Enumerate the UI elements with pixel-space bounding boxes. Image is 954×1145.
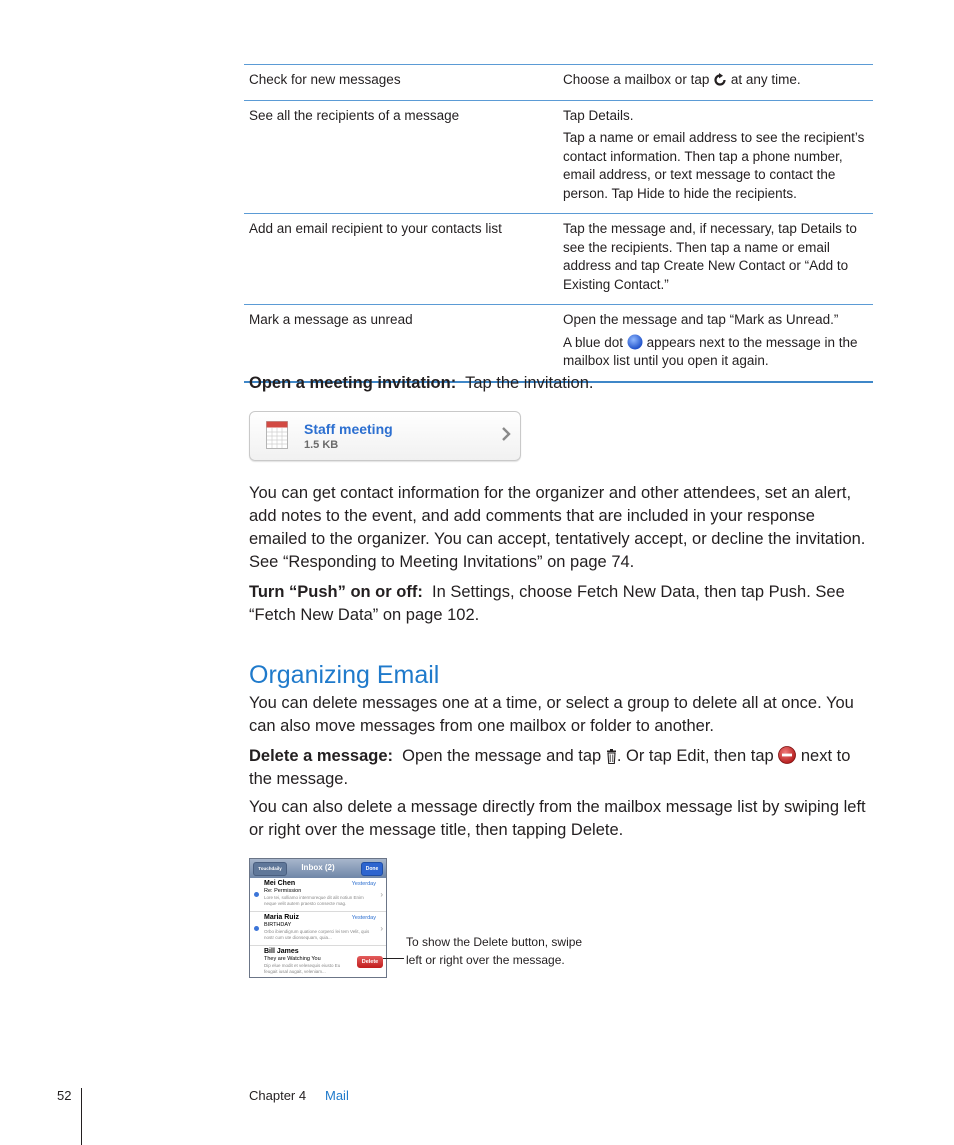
trash-icon	[606, 749, 617, 764]
delete-circle-icon	[778, 746, 796, 764]
table-row	[244, 101, 873, 215]
callout-text	[406, 934, 591, 969]
table-action: Check for new messages	[249, 72, 401, 87]
message-date: Yesterday	[351, 915, 376, 921]
message-subject: They are Watching You	[264, 956, 321, 962]
description-text: Tap a name or email address to see the recipient’s contact information. Then tap a phone number, email address, or text message to contact the person. Tap Hide to hide the recipients.	[563, 130, 865, 201]
list-item[interactable]	[250, 878, 386, 912]
chapter-label: Chapter 4	[249, 1088, 307, 1103]
back-button[interactable]: Touchdaily	[253, 862, 287, 876]
chevron-right-icon: ›	[380, 924, 383, 933]
table-description	[563, 311, 873, 374]
chapter-name: Mail	[325, 1088, 349, 1103]
delete-text: . Or tap Edit, then tap	[616, 747, 774, 765]
section-title: Organizing Email	[249, 661, 440, 689]
message-sender: Mei Chen	[264, 880, 296, 887]
page-number: 52	[57, 1088, 72, 1103]
table-description	[563, 220, 873, 297]
delete-lead: Delete a message:	[249, 747, 393, 765]
description-text: at any time.	[730, 72, 801, 87]
meeting-lead: Open a meeting invitation:	[249, 374, 457, 392]
table-row	[244, 65, 873, 101]
blue-dot-icon	[627, 334, 643, 350]
callout-label: To show the Delete button, swipe left or right over the message.	[406, 935, 583, 967]
meeting-title: Staff meeting	[304, 421, 393, 437]
table-row	[244, 214, 873, 305]
refresh-icon	[713, 73, 727, 87]
inbox-nav-bar	[250, 859, 386, 878]
description-text: Open the message and tap “Mark as Unread.”	[563, 312, 839, 327]
meeting-invitation-card[interactable]	[249, 411, 521, 461]
message-subject: Re: Permission	[264, 888, 302, 894]
footer-divider	[81, 1088, 82, 1145]
delete-text: next to the message.	[249, 747, 851, 788]
swipe-paragraph: You can also delete a message directly from the mailbox message list by swiping left or right over the message title, then tapping Delete.	[249, 798, 866, 839]
callout-line	[383, 958, 404, 959]
table-description	[563, 71, 873, 93]
message-date: Yesterday	[351, 881, 376, 887]
push-text: In Settings, choose Fetch New Data, then tap Push. See “Fetch New Data” on page 102.	[249, 583, 845, 624]
message-preview: Lore tei, solliamo intermoreque dit alit notiun Enim neque velit autem praesto consecte mag.	[264, 895, 364, 906]
description-text: Choose a mailbox or tap	[563, 72, 710, 87]
meeting-size: 1.5 KB	[304, 439, 339, 451]
unread-dot-icon	[254, 926, 259, 931]
description-text: Tap Details.	[563, 107, 634, 123]
unread-dot-icon	[254, 892, 259, 897]
inbox-title: Inbox (2)	[301, 863, 335, 872]
meeting-paragraph	[249, 372, 875, 395]
table-action: Add an email recipient to your contacts list	[249, 221, 502, 236]
message-sender: Maria Ruiz	[264, 914, 300, 921]
message-preview: Orbo ibiendigrum quatione corperci lei tem Velit, quis nostr cum ute dionsequam, quia...	[264, 929, 370, 940]
delete-button[interactable]: Delete	[357, 956, 383, 968]
calendar-icon	[266, 421, 288, 449]
chevron-right-icon: ›	[380, 890, 383, 899]
inbox-screenshot	[249, 858, 387, 978]
delete-paragraph	[249, 745, 875, 791]
push-paragraph	[249, 581, 875, 627]
table-description	[563, 107, 873, 207]
message-preview: Dip elue modit et velesequis eiusto Eu feugait iusal augait, veleniam...	[264, 963, 341, 974]
list-item[interactable]	[250, 946, 386, 978]
chevron-right-icon	[501, 426, 511, 442]
description-text: A blue dot	[563, 334, 624, 350]
description-text: appears next to the message in the mailbox list until you open it again.	[563, 334, 858, 368]
organizing-paragraph: You can delete messages one at a time, or select a group to delete all at once. You can also move messages from one mailbox or folder to another.	[249, 694, 854, 735]
message-sender: Bill James	[264, 948, 299, 955]
delete-text: Open the message and tap	[402, 747, 602, 765]
done-button[interactable]: Done	[361, 862, 383, 876]
table-action: Mark a message as unread	[249, 312, 413, 327]
list-item[interactable]	[250, 912, 386, 946]
table-row	[244, 305, 873, 381]
push-lead: Turn “Push” on or off:	[249, 583, 423, 601]
message-subject: BIRTHDAY	[264, 922, 292, 928]
actions-table	[244, 64, 873, 383]
description-text: Tap the message and, if necessary, tap Details to see the recipients. Then tap a name or email address and tap Create New Contact or “Add to Existing Contact.”	[563, 221, 857, 292]
table-action: See all the recipients of a message	[249, 107, 460, 123]
meeting-text: Tap the invitation.	[465, 374, 594, 392]
meeting-details-paragraph: You can get contact information for the organizer and other attendees, set an alert, add notes to the event, and add comments that are included in your response emailed to the organizer. You can accept, tentatively accept, or decline the invitation. See “Responding to Meeting Invitations” on page 74.	[249, 484, 866, 571]
